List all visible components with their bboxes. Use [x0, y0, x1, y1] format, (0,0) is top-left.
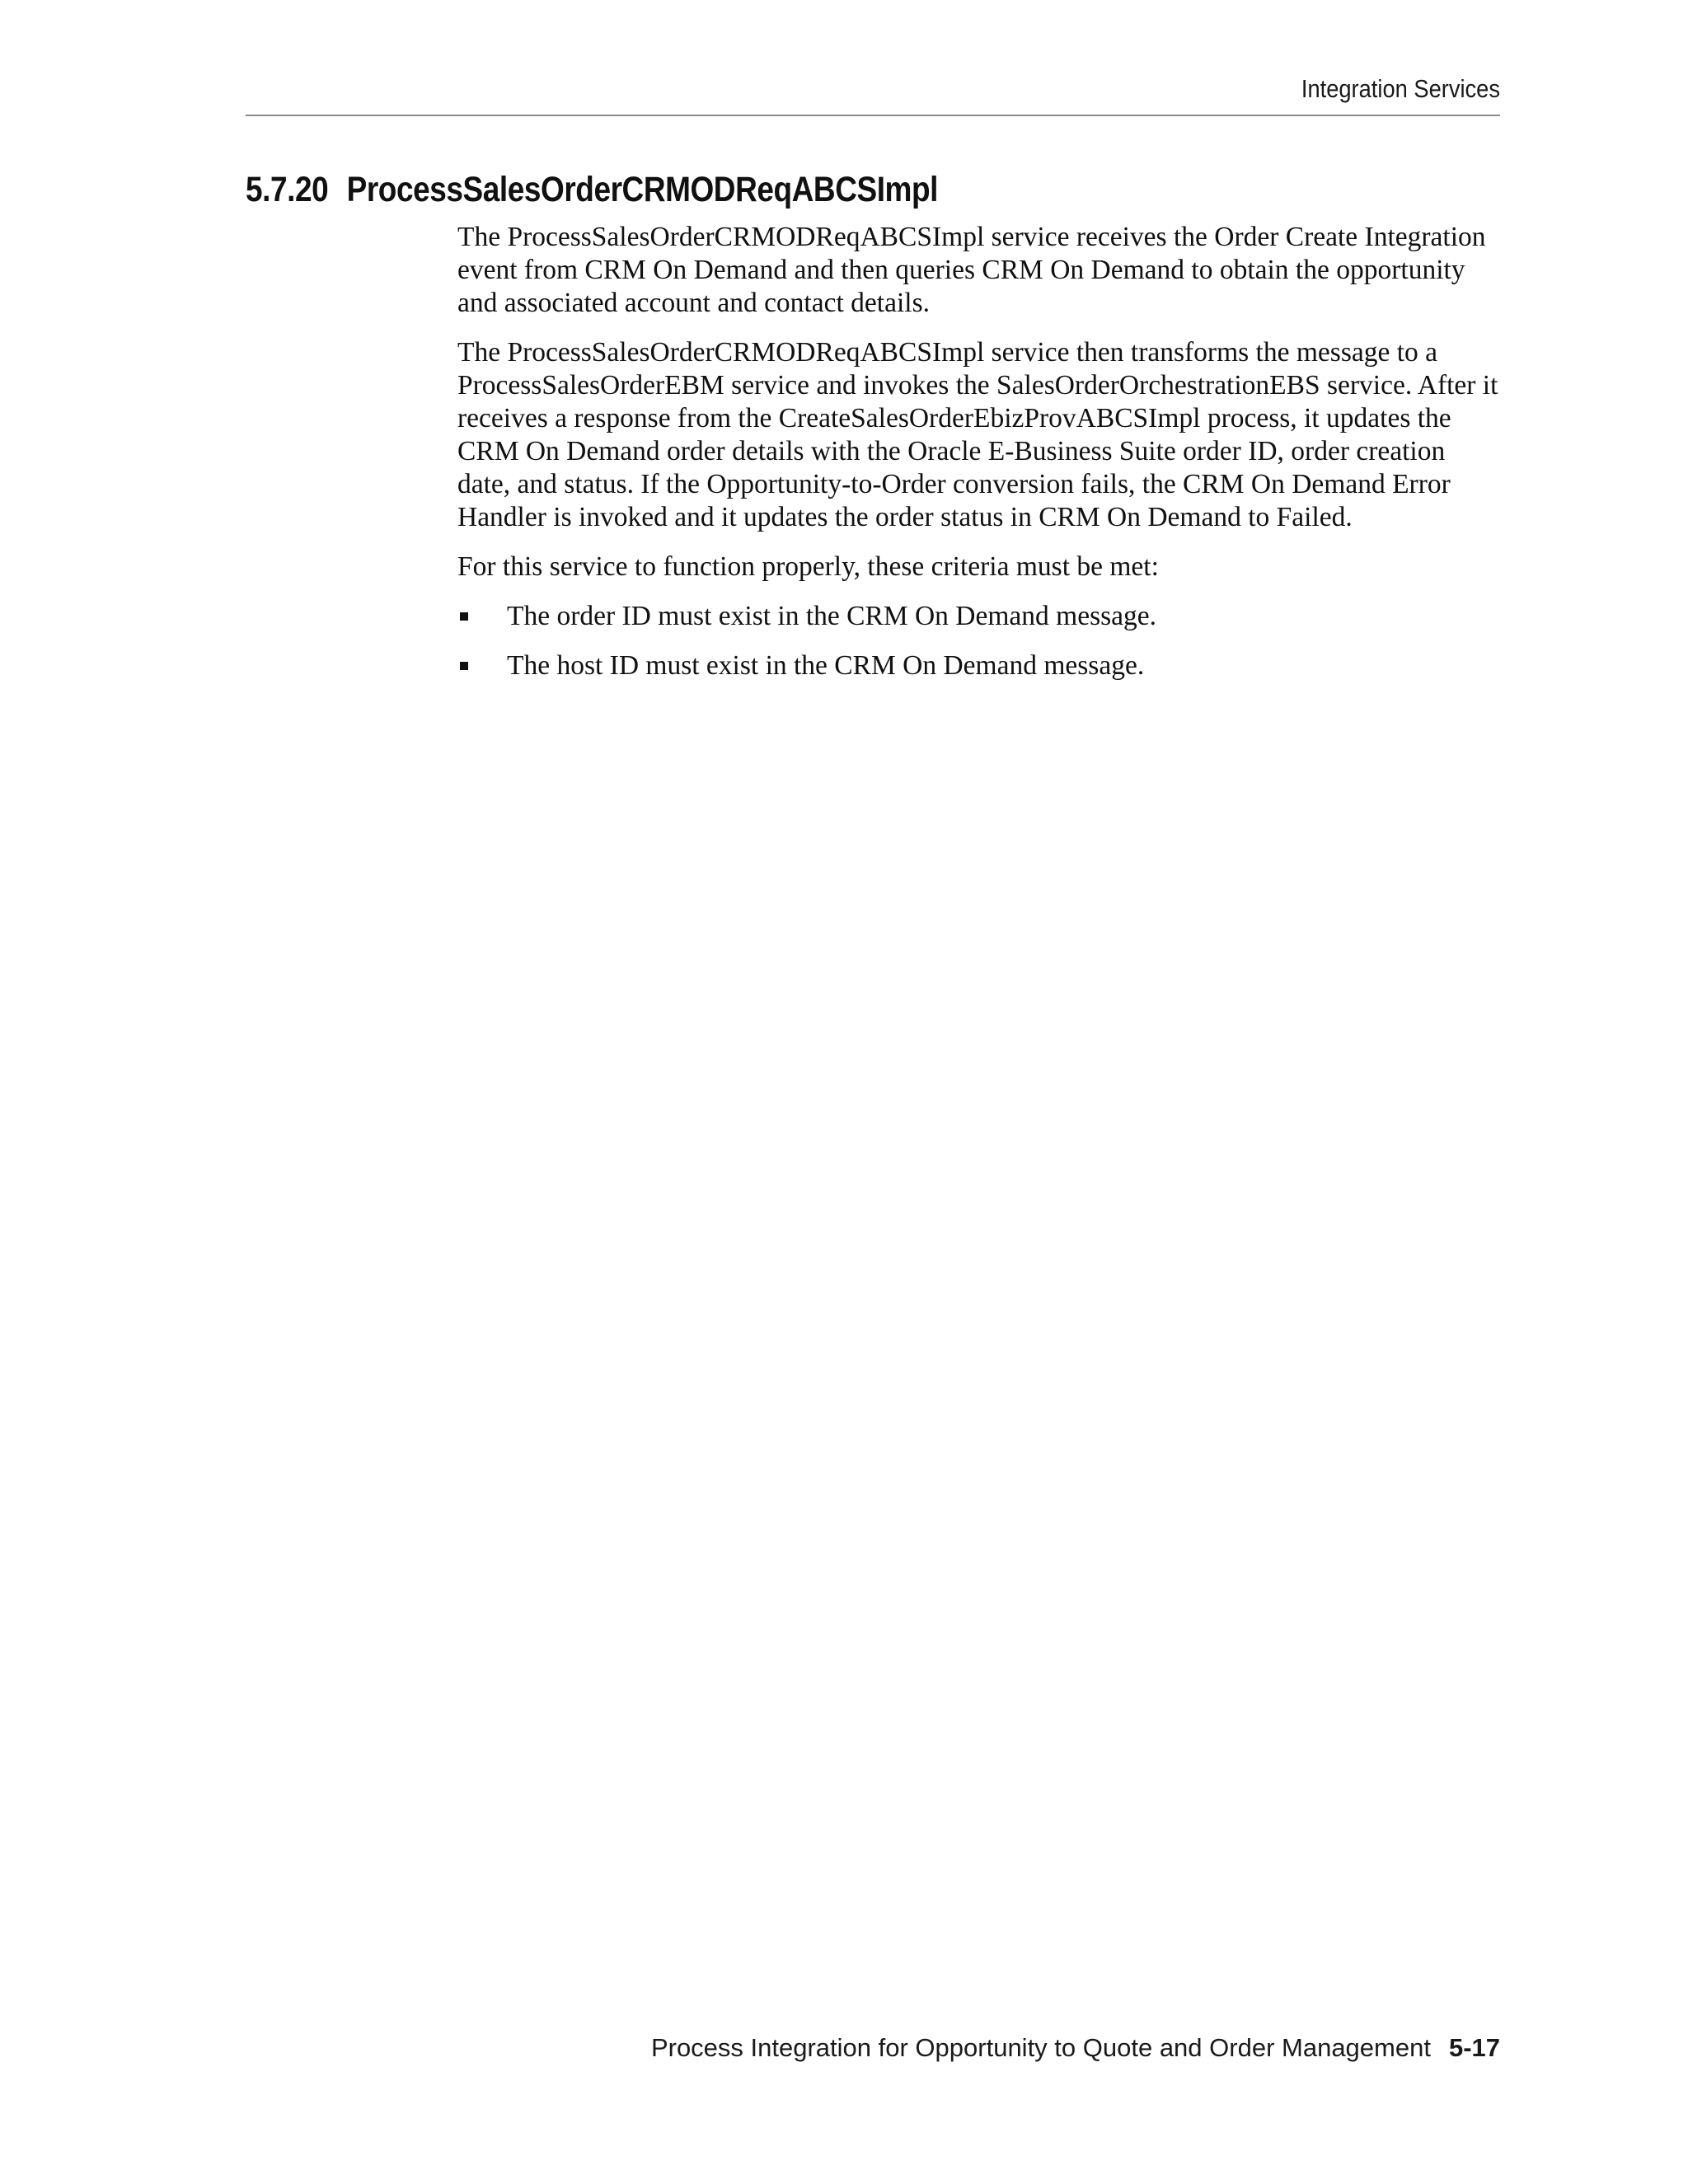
list-item — [457, 600, 1504, 633]
header-divider — [246, 115, 1500, 116]
page-number: 5-17 — [1448, 2033, 1500, 2062]
bullet-square-icon — [460, 662, 468, 670]
paragraph-transform: The ProcessSalesOrderCRMODReqABCSImpl service then transforms the message to a ProcessSalesOrderEBM service and invokes the SalesOrderOrchestrationEBS service. After it receives a response from the CreateSalesOrderEbizProvABCSImpl process, it updates the CRM On Demand order details with the Oracle E-Business Suite order ID, order creation date, and status. If the Opportunity-to-Order conversion fails, the CRM On Demand Error Handler is invoked and it updates the order status in CRM On Demand to Failed. — [457, 337, 1498, 532]
list-item-text: The host ID must exist in the CRM On Demand message. — [507, 650, 1145, 681]
list-item-text: The order ID must exist in the CRM On Demand message. — [507, 601, 1157, 631]
section-title: ProcessSalesOrderCRMODReqABCSImpl — [346, 170, 939, 209]
bullet-square-icon — [460, 612, 468, 621]
section-number: 5.7.20 — [246, 170, 329, 209]
paragraph-criteria: For this service to function properly, these criteria must be met: — [457, 551, 1159, 582]
criteria-list — [457, 600, 1504, 682]
list-item — [457, 649, 1504, 682]
running-footer — [651, 2033, 1500, 2063]
running-header: Integration Services — [1301, 74, 1500, 103]
section-body — [457, 221, 1504, 699]
footer-book-title: Process Integration for Opportunity to Quote and Order Management — [650, 2033, 1431, 2062]
paragraph-intro: The ProcessSalesOrderCRMODReqABCSImpl service receives the Order Create Integration event from CRM On Demand and then queries CRM On Demand to obtain the opportunity and associated account and contact details. — [457, 222, 1486, 318]
section-heading — [246, 170, 938, 210]
